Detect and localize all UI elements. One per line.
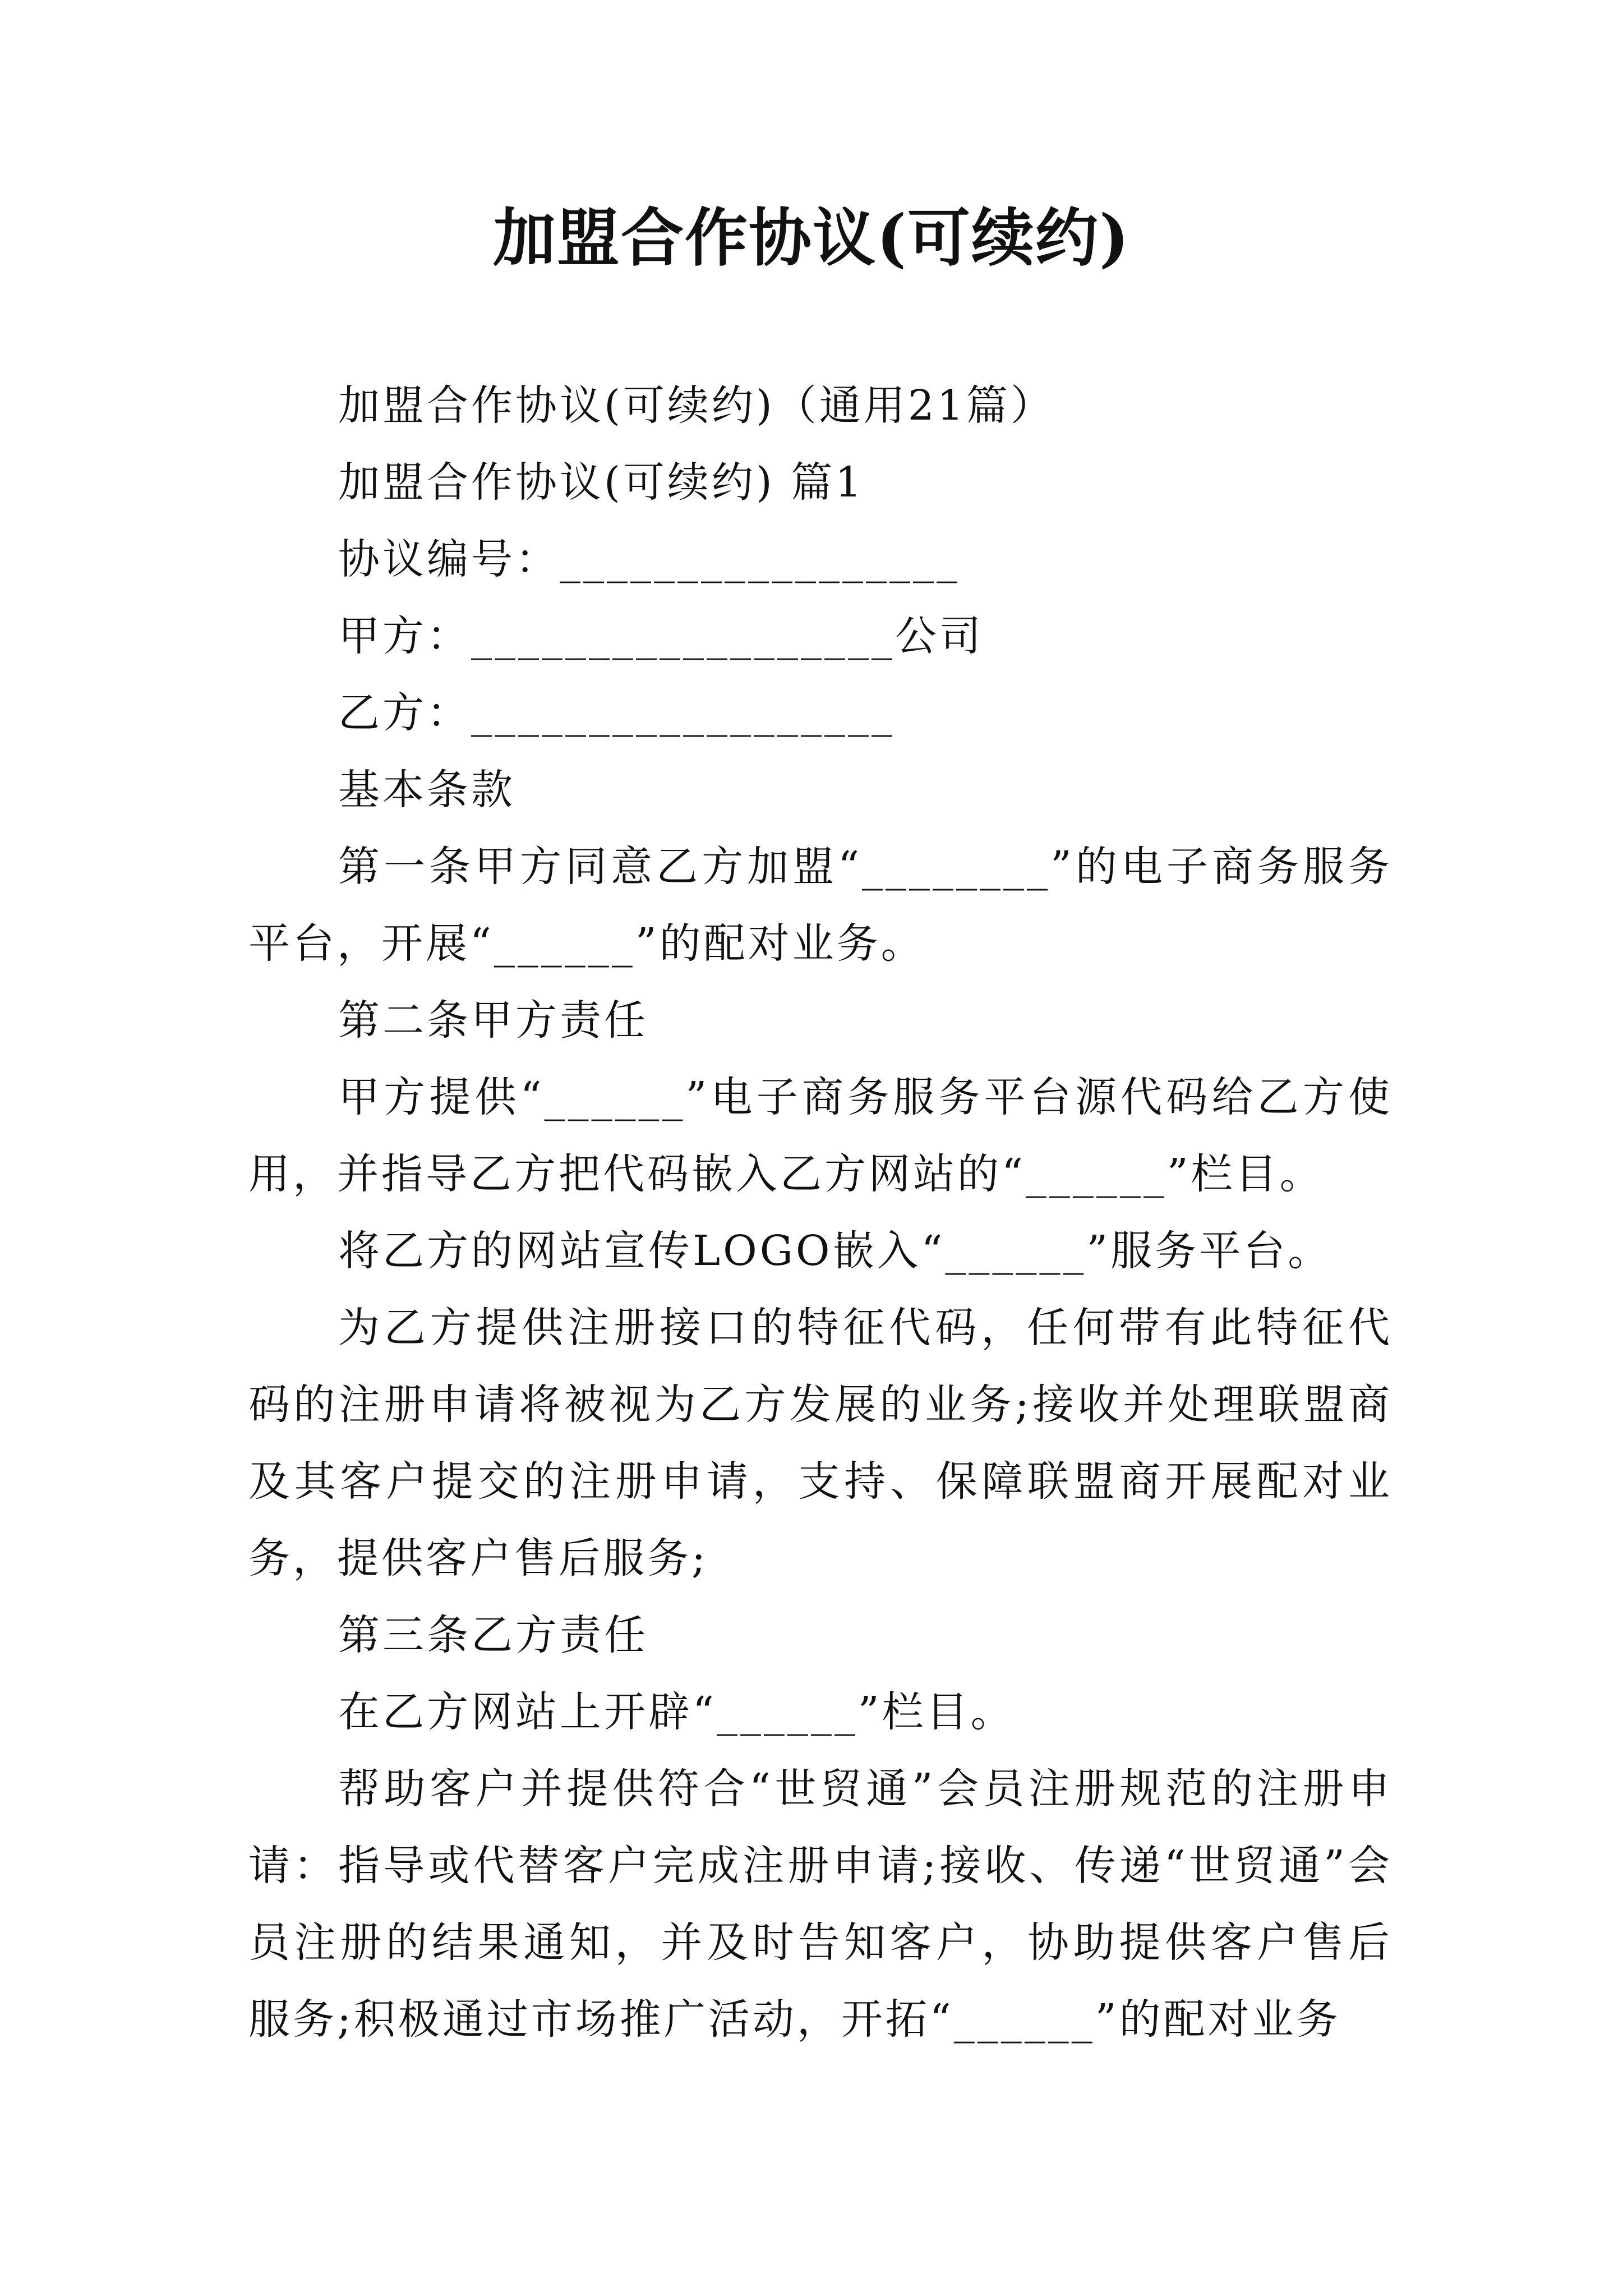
agreement-number-field: 协议编号：_________________ [338, 535, 960, 583]
article-3-clause-2: 帮助客户并提供符合“世贸通”会员注册规范的注册申请：指导或代替客户完成注册申请;接收、传递“世贸通”会员注册的结果通知，并及时告知客户，协助提供客户售后服务;积极通过市场推广活动，开拓“______”的配对业务 [248, 1765, 1393, 2044]
article-3-heading: 第三条乙方责任 [338, 1611, 648, 1659]
party-a-field: 甲方：__________________公司 [338, 612, 984, 660]
article-2-clause-3: 为乙方提供注册接口的特征代码，任何带有此特征代码的注册申请将被视为乙方发展的业务;接收并处理联盟商及其客户提交的注册申请，支持、保障联盟商开展配对业务，提供客户售后服务; [248, 1304, 1393, 1582]
article-3-clause-1: 在乙方网站上开辟“______”栏目。 [338, 1688, 1015, 1736]
article-2-heading: 第二条甲方责任 [338, 996, 648, 1045]
basic-terms-heading: 基本条款 [338, 766, 515, 814]
document-title: 加盟合作协议(可续约) [493, 201, 1130, 275]
document-subtitle: 加盟合作协议(可续约)（通用21篇） [338, 381, 1055, 430]
article-1: 第一条甲方同意乙方加盟“________”的电子商务服务平台，开展“______”的配对业务。 [248, 843, 1393, 968]
section-heading: 加盟合作协议(可续约) 篇1 [338, 458, 865, 507]
party-b-field: 乙方：__________________ [338, 689, 895, 737]
article-2-clause-1: 甲方提供“______”电子商务服务平台源代码给乙方使用，并指导乙方把代码嵌入乙方网站的“______”栏目。 [248, 1073, 1393, 1198]
article-2-clause-2: 将乙方的网站宣传LOGO嵌入“______”服务平台。 [338, 1227, 1332, 1275]
document-body [248, 367, 1393, 2058]
